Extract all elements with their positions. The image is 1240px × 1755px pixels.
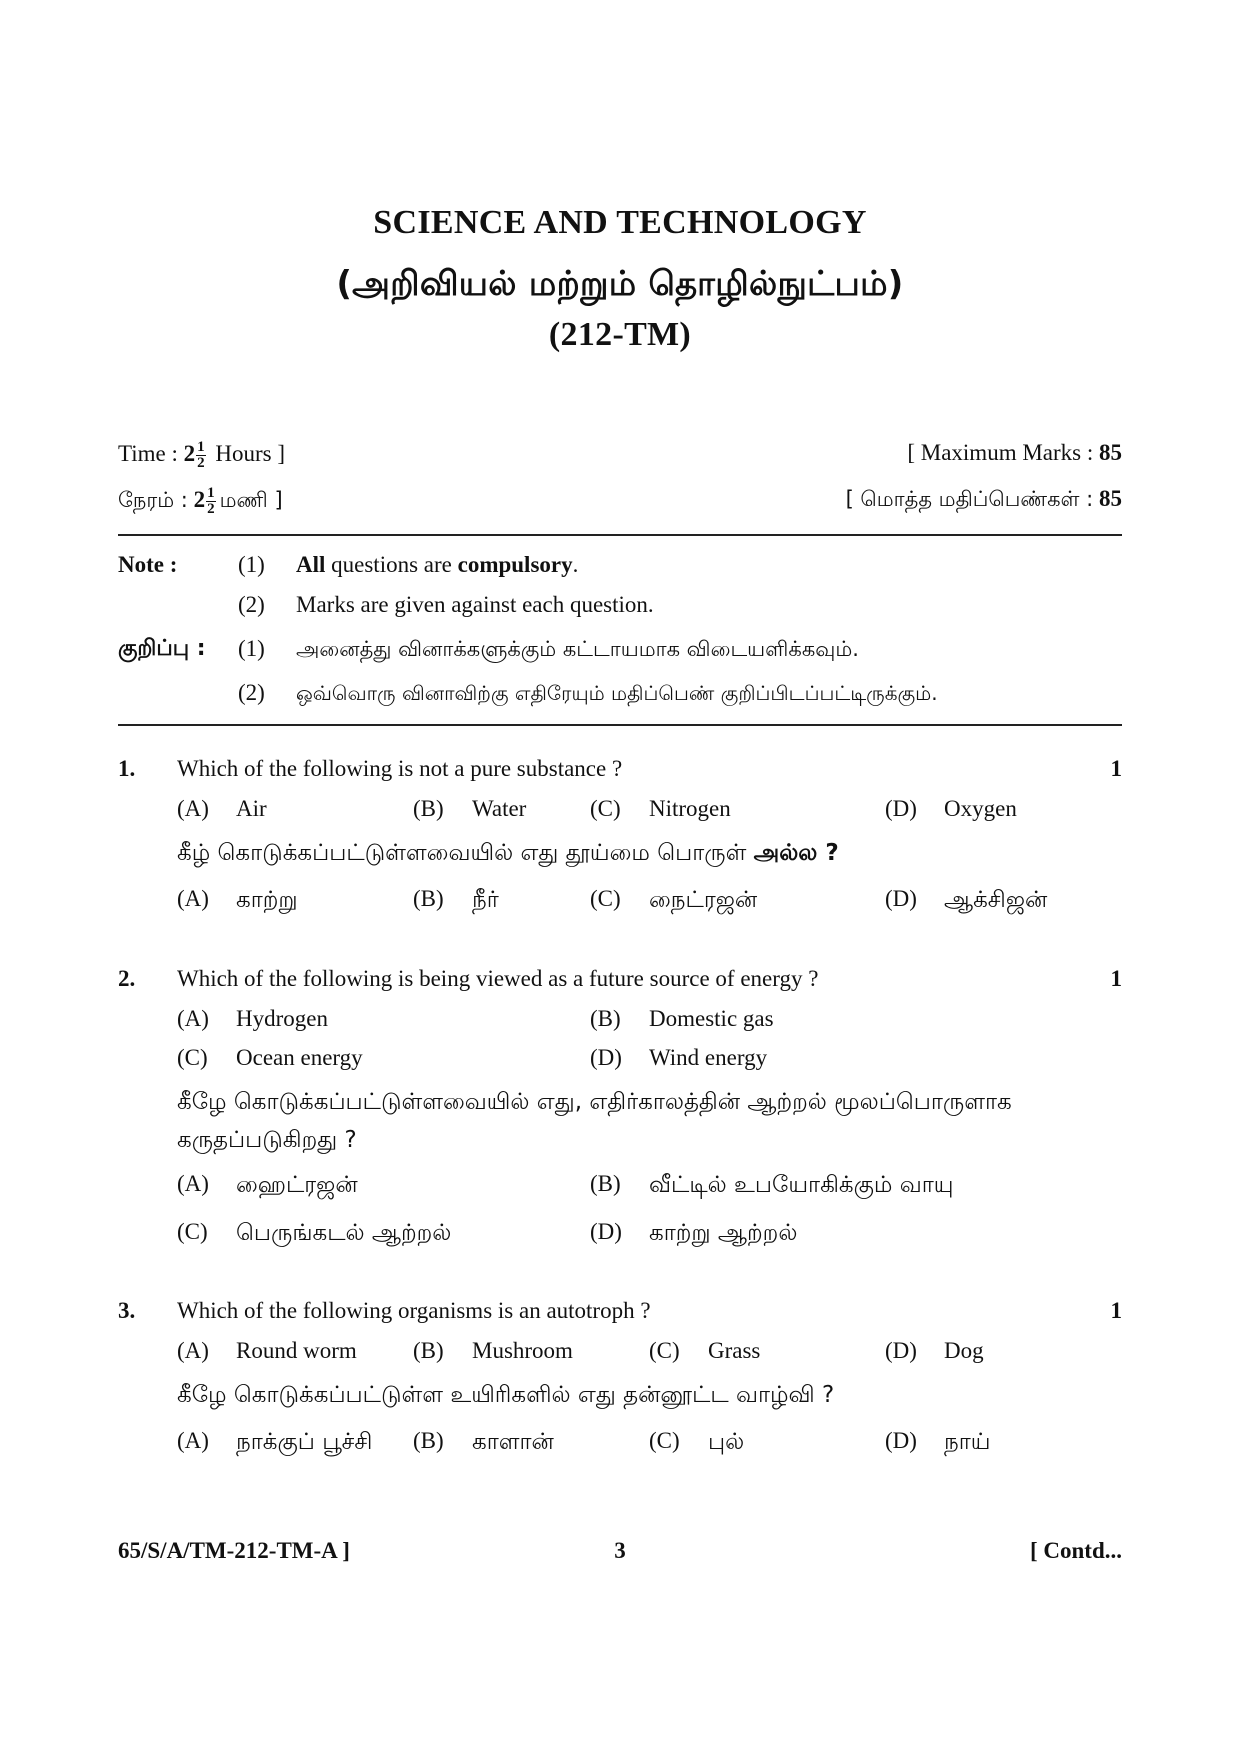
paper-code: (212-TM) (548, 316, 692, 353)
option-text: Wind energy (649, 1045, 768, 1070)
option-text: காளான் (472, 1429, 554, 1455)
question-number: 2. (118, 966, 136, 991)
question-text-tamil: கீழே கொடுக்கப்பட்டுள்ள உயிரிகளில் எது தன்னூட்ட வாழ்வி ? (177, 1382, 835, 1408)
time-english: Time : 2 $\frac{1}{2}$ Hours ] (118, 439, 286, 471)
option-text: Dog (944, 1338, 984, 1363)
option-label: (D) (590, 1219, 622, 1244)
option-text: Grass (708, 1338, 761, 1363)
question-marks: 1 (1110, 1298, 1122, 1323)
question-text-english: Which of the following is being viewed as a future source of energy ? (177, 966, 819, 991)
option-text: காற்று (236, 887, 298, 913)
question-number: 1. (118, 756, 136, 781)
option-text: Water (472, 796, 527, 821)
note-label: Note : (118, 552, 178, 577)
option-label: (A) (177, 796, 209, 821)
option-text: Nitrogen (649, 796, 731, 821)
option-label: (D) (885, 1428, 917, 1453)
option-text: Hydrogen (236, 1006, 328, 1031)
max-marks-tamil: [ மொத்த மதிப்பெண்கள் : 85 (845, 486, 1122, 511)
option-text: Mushroom (472, 1338, 573, 1363)
footer-paper-code: 65/S/A/TM-212-TM-A ] (118, 1538, 350, 1563)
question-text-tamil: கீழே கொடுக்கப்பட்டுள்ளவையில் எது, எதிர்காலத்தின் ஆற்றல் மூலப்பொருளாக (177, 1089, 1012, 1115)
option-label: (A) (177, 886, 209, 911)
option-text: பெருங்கடல் ஆற்றல் (236, 1220, 452, 1246)
option-text: நாய் (944, 1429, 991, 1455)
page-number: 3 (614, 1538, 626, 1563)
option-label: (C) (649, 1338, 680, 1363)
option-text: வீட்டில் உபயோகிக்கும் வாயு (649, 1172, 954, 1198)
note-ta-2-text: ஒவ்வொரு வினாவிற்கு எதிரேயும் மதிப்பெண் குறிப்பிடப்பட்டிருக்கும். (296, 681, 938, 705)
fraction-half: $\frac{1}{2}$ (197, 439, 205, 471)
option-label: (A) (177, 1338, 209, 1363)
option-text: நைட்ரஜன் (649, 887, 758, 913)
time-tamil: நேரம் : 2 $\frac{1}{2}$ மணி ] (118, 485, 283, 517)
option-text: புல் (708, 1429, 745, 1455)
paper-title-tamil: (அறிவியல் மற்றும் தொழில்நுட்பம்) (336, 264, 904, 304)
option-label: (A) (177, 1171, 209, 1196)
option-text: Ocean energy (236, 1045, 363, 1070)
question-text-tamil-cont: கருதப்படுகிறது ? (177, 1127, 357, 1153)
option-label: (A) (177, 1006, 209, 1031)
note-ta-1-number: (1) (238, 636, 265, 661)
question-text-tamil: கீழ் கொடுக்கப்பட்டுள்ளவையில் எது தூய்மை பொருள் அல்ல ? (177, 840, 839, 866)
note-ta-2-number: (2) (238, 680, 265, 705)
option-label: (B) (590, 1171, 621, 1196)
note-2-text: Marks are given against each question. (296, 592, 654, 617)
max-marks-english: [ Maximum Marks : 85 (907, 440, 1122, 465)
fraction-half: $\frac{1}{2}$ (207, 485, 215, 517)
note-1-text: All questions are compulsory. (296, 552, 579, 577)
option-text: காற்று ஆற்றல் (649, 1220, 798, 1246)
question-text-english: Which of the following organisms is an autotroph ? (177, 1298, 651, 1323)
option-label: (B) (590, 1006, 621, 1031)
option-label: (B) (413, 1428, 444, 1453)
option-text: Domestic gas (649, 1006, 774, 1031)
question-marks: 1 (1110, 966, 1122, 991)
option-label: (C) (590, 886, 621, 911)
divider-top (118, 534, 1122, 536)
option-text: ஹைட்ரஜன் (236, 1172, 358, 1198)
question-number: 3. (118, 1298, 136, 1323)
option-label: (A) (177, 1428, 209, 1453)
option-label: (C) (177, 1219, 208, 1244)
option-text: Round worm (236, 1338, 357, 1363)
note-ta-1-text: அனைத்து வினாக்களுக்கும் கட்டாயமாக விடையளிக்கவும். (296, 637, 859, 661)
option-label: (D) (885, 796, 917, 821)
option-label: (C) (177, 1045, 208, 1070)
option-label: (B) (413, 886, 444, 911)
option-text: நாக்குப் பூச்சி (236, 1429, 373, 1455)
option-text: Oxygen (944, 796, 1017, 821)
continued-marker: [ Contd... (1029, 1538, 1122, 1563)
note-2-number: (2) (238, 592, 265, 617)
note-label-tamil: குறிப்பு : (118, 636, 206, 661)
paper-title-english: SCIENCE AND TECHNOLOGY (373, 204, 867, 241)
divider-bottom (118, 724, 1122, 726)
question-marks: 1 (1110, 756, 1122, 781)
option-label: (D) (590, 1045, 622, 1070)
option-label: (C) (590, 796, 621, 821)
option-label: (D) (885, 886, 917, 911)
option-label: (B) (413, 1338, 444, 1363)
note-1-number: (1) (238, 552, 265, 577)
option-label: (C) (649, 1428, 680, 1453)
option-label: (D) (885, 1338, 917, 1363)
option-text: Air (236, 796, 267, 821)
option-text: ஆக்சிஜன் (944, 887, 1048, 913)
question-text-english: Which of the following is not a pure substance ? (177, 756, 623, 781)
option-label: (B) (413, 796, 444, 821)
option-text: நீர் (472, 887, 499, 913)
